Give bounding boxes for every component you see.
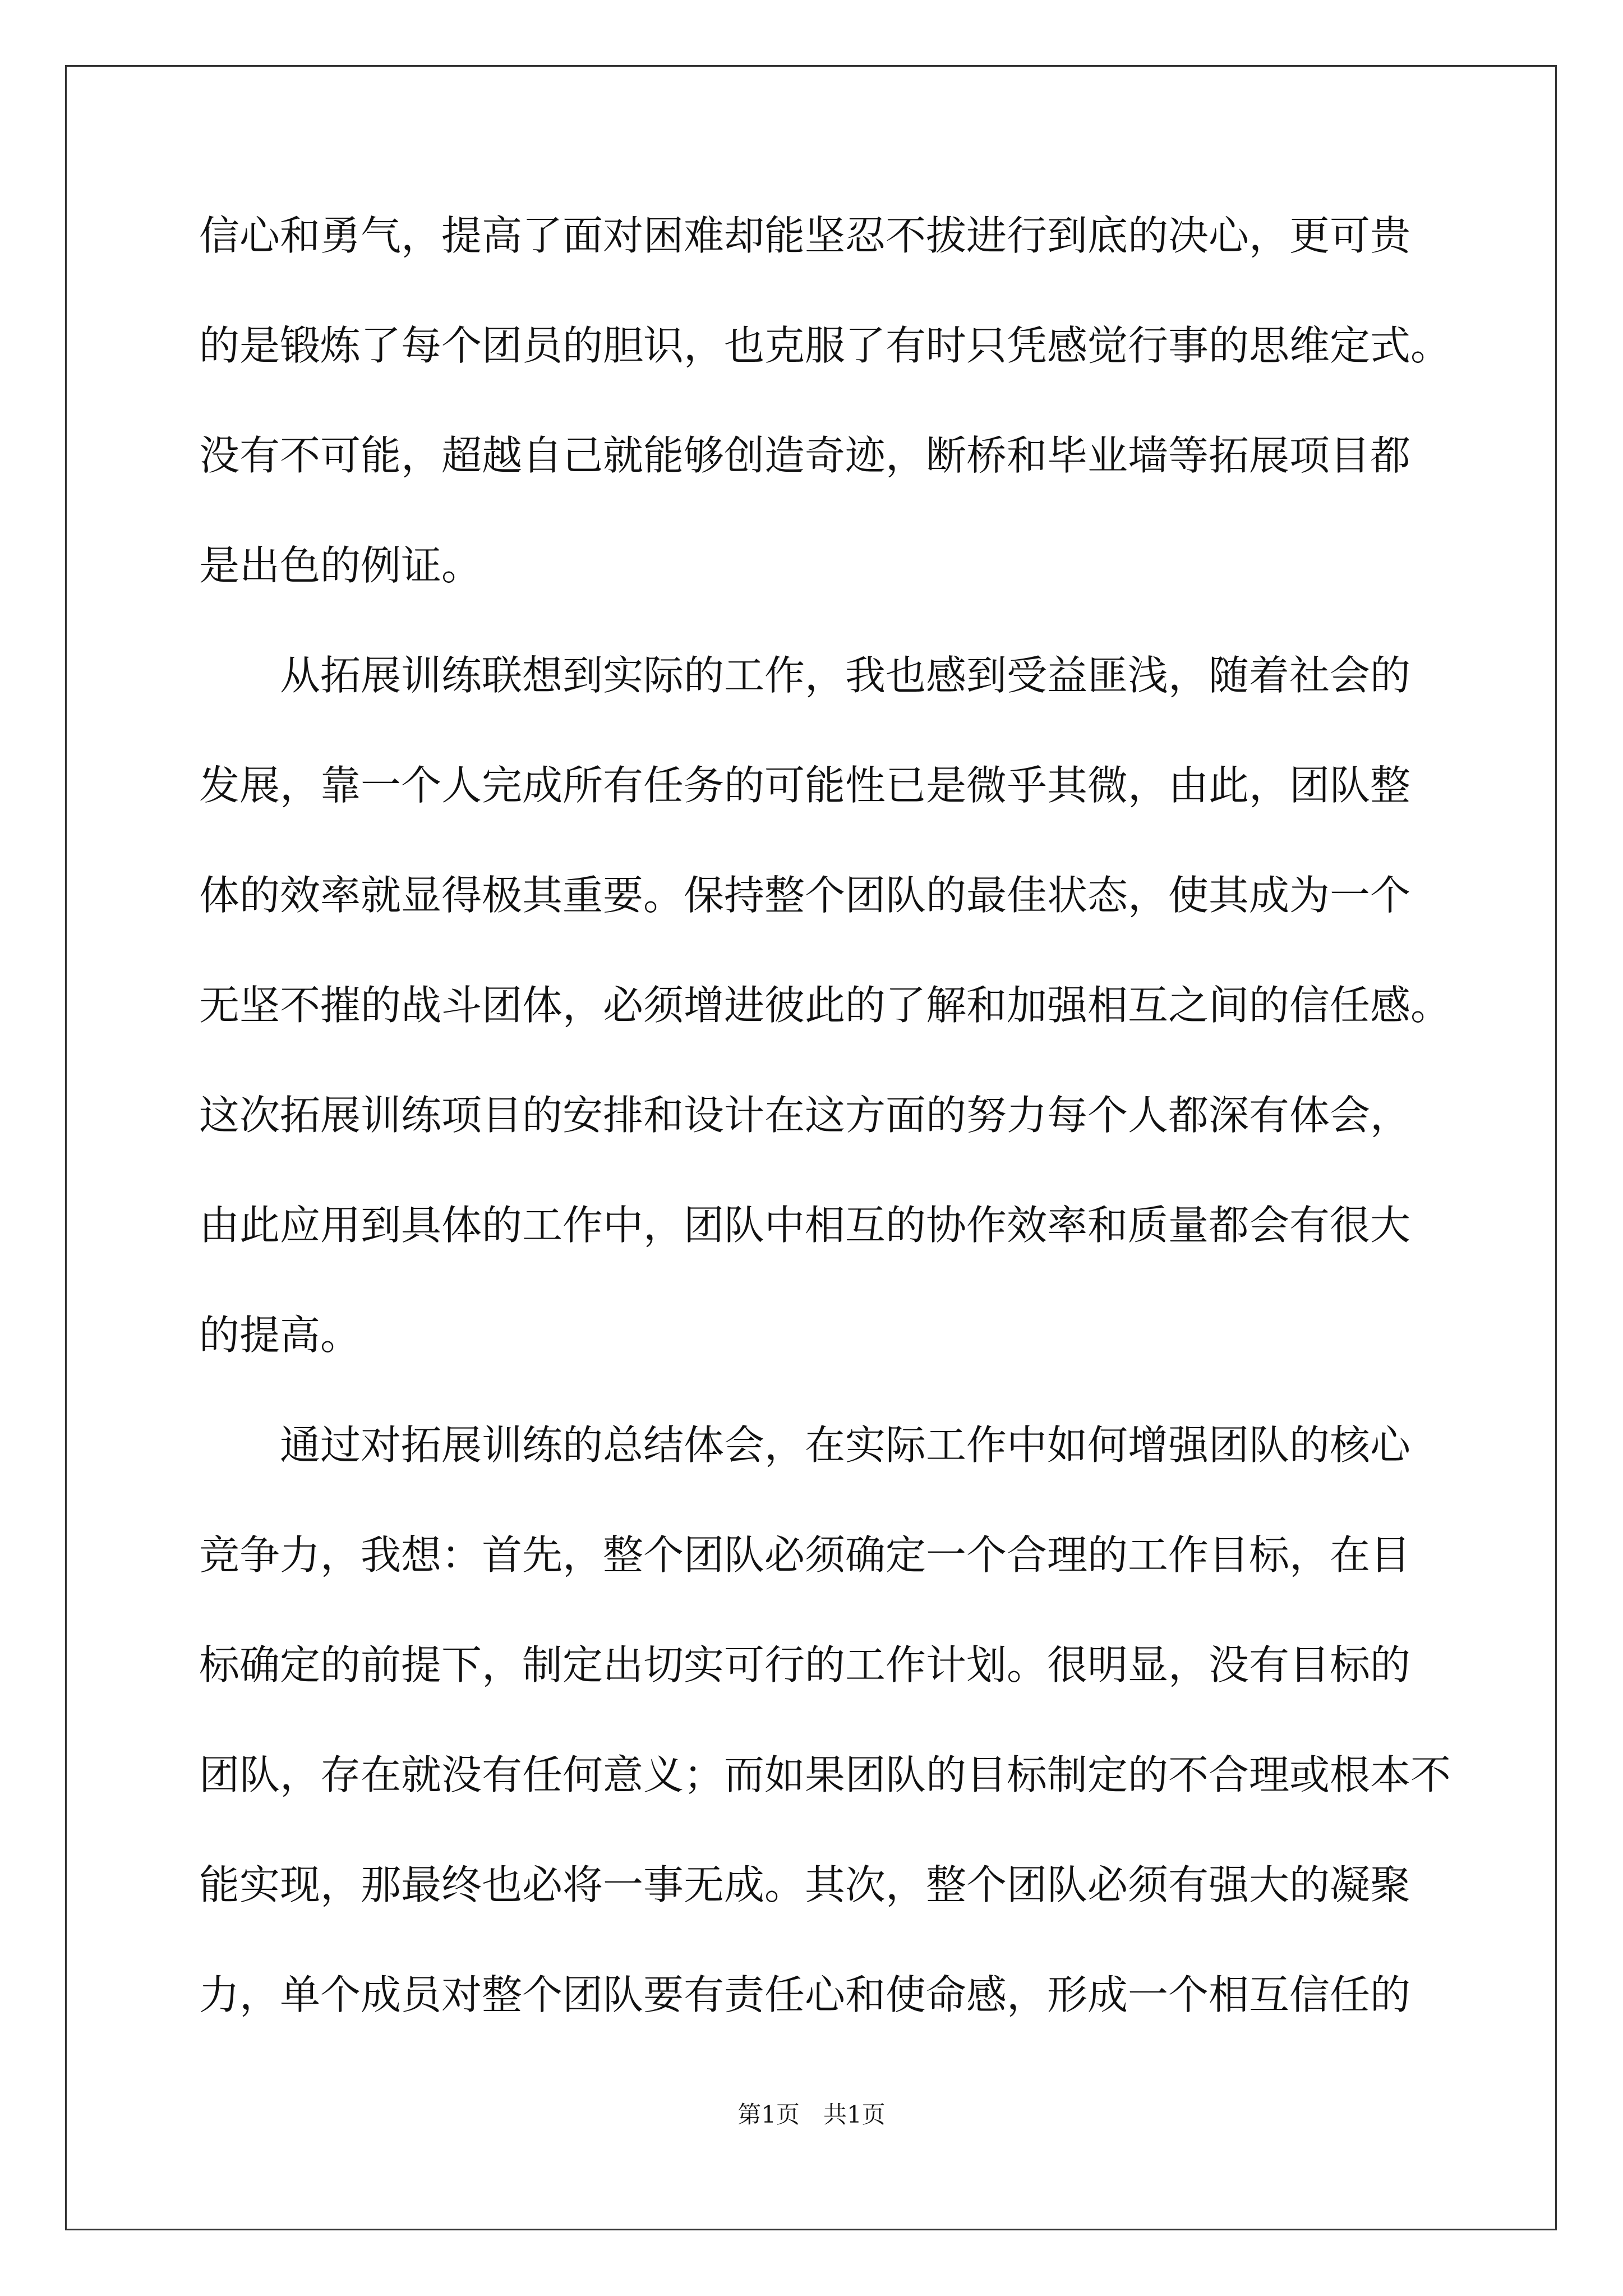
text-line: 由此应用到具体的工作中，团队中相互的协作效率和质量都会有很大 [199, 1202, 1411, 1249]
text-line: 竞争力，我想：首先，整个团队必须确定一个合理的工作目标，在目 [199, 1531, 1411, 1579]
text-line: 是出色的例证。 [199, 542, 482, 589]
text-line: 的提高。 [199, 1312, 361, 1359]
document-body [199, 208, 1451, 2077]
text-line: 发展，靠一个人完成所有任务的可能性已是微乎其微，由此，团队整 [199, 762, 1411, 809]
text-line: 力，单个成员对整个团队要有责任心和使命感，形成一个相互信任的 [199, 1971, 1411, 2018]
text-line: 能实现，那最终也必将一事无成。其次，整个团队必须有强大的凝聚 [199, 1861, 1411, 1908]
text-line: 信心和勇气，提高了面对困难却能坚忍不拔进行到底的决心，更可贵 [199, 212, 1411, 259]
text-line: 体的效率就显得极其重要。保持整个团队的最佳状态，使其成为一个 [199, 872, 1411, 919]
page-footer: 第1页 共1页 [737, 2101, 886, 2128]
paragraph-first-line: 通过对拓展训练的总结体会，在实际工作中如何增强团队的核心 [280, 1421, 1411, 1469]
text-line: 标确定的前提下，制定出切实可行的工作计划。很明显，没有目标的 [199, 1641, 1411, 1688]
text-line: 无坚不摧的战斗团体，必须增进彼此的了解和加强相互之间的信任感。 [199, 982, 1451, 1029]
text-line: 团队，存在就没有任何意义；而如果团队的目标制定的不合理或根本不 [199, 1751, 1451, 1798]
text-line: 这次拓展训练项目的安排和设计在这方面的努力每个人都深有体会， [199, 1092, 1411, 1139]
text-line: 的是锻炼了每个团员的胆识，也克服了有时只凭感觉行事的思维定式。 [199, 322, 1451, 369]
text-line: 没有不可能，超越自己就能够创造奇迹，断桥和毕业墙等拓展项目都 [199, 432, 1411, 479]
paragraph-first-line: 从拓展训练联想到实际的工作，我也感到受益匪浅，随着社会的 [280, 652, 1411, 699]
